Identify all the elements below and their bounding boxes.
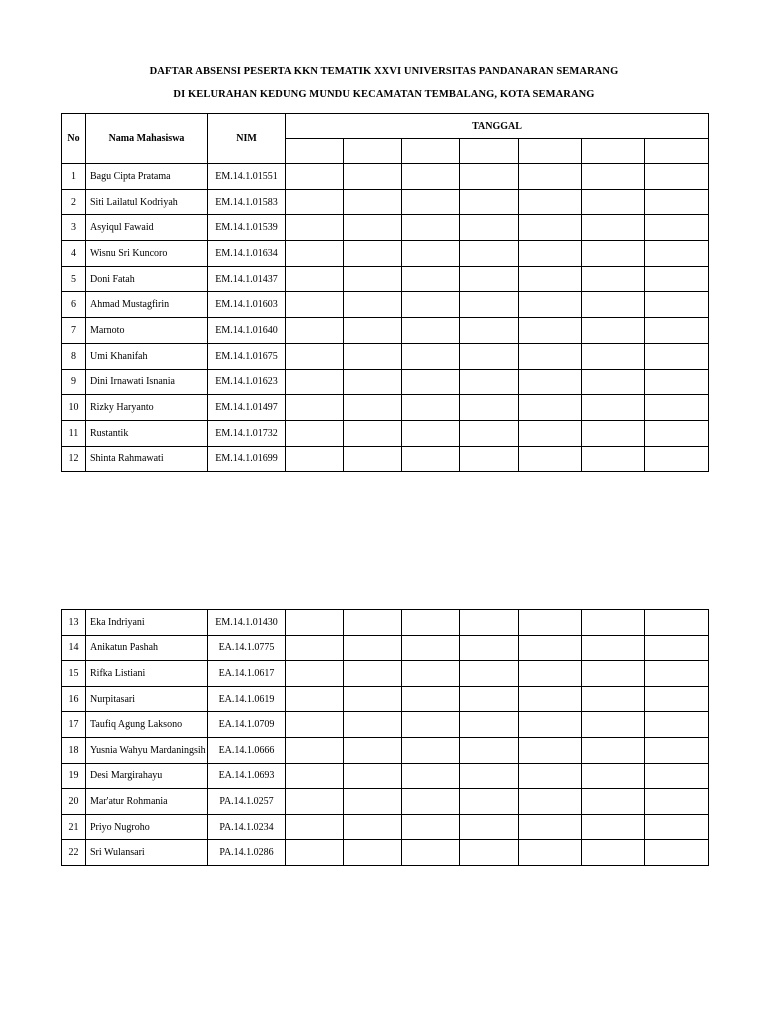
attendance-cell[interactable] <box>402 635 460 661</box>
attendance-cell[interactable] <box>344 712 402 738</box>
student-name: Ahmad Mustagfirin <box>86 292 208 318</box>
attendance-cell[interactable] <box>344 661 402 687</box>
student-name: Taufiq Agung Laksono <box>86 712 208 738</box>
attendance-table-part2 <box>61 609 709 866</box>
student-nim: PA.14.1.0257 <box>208 789 286 815</box>
student-nim: EA.14.1.0693 <box>208 763 286 789</box>
attendance-cell[interactable] <box>645 318 709 344</box>
attendance-cell[interactable] <box>519 189 582 215</box>
table-row <box>62 420 709 446</box>
student-name: Mar'atur Rohmania <box>86 789 208 815</box>
student-nim: EM.14.1.01675 <box>208 343 286 369</box>
date-column-header <box>344 139 402 164</box>
attendance-cell[interactable] <box>519 343 582 369</box>
attendance-cell[interactable] <box>286 369 344 395</box>
document-subtitle: DI KELURAHAN KEDUNG MUNDU KECAMATAN TEMBALANG, KOTA SEMARANG <box>173 89 595 100</box>
attendance-cell[interactable] <box>344 369 402 395</box>
student-nim: EM.14.1.01623 <box>208 369 286 395</box>
attendance-cell[interactable] <box>519 420 582 446</box>
attendance-cell[interactable] <box>460 343 519 369</box>
table-row <box>62 318 709 344</box>
attendance-cell[interactable] <box>402 661 460 687</box>
attendance-cell[interactable] <box>402 610 460 636</box>
row-number: 20 <box>62 789 86 815</box>
attendance-cell[interactable] <box>645 763 709 789</box>
student-nim: PA.14.1.0286 <box>208 840 286 866</box>
table-row <box>62 369 709 395</box>
attendance-cell[interactable] <box>286 737 344 763</box>
attendance-cell[interactable] <box>519 661 582 687</box>
header-no: No <box>62 114 86 164</box>
attendance-cell[interactable] <box>344 343 402 369</box>
attendance-cell[interactable] <box>519 763 582 789</box>
attendance-cell[interactable] <box>402 814 460 840</box>
table-row <box>62 789 709 815</box>
attendance-cell[interactable] <box>344 241 402 267</box>
attendance-cell[interactable] <box>460 215 519 241</box>
attendance-cell[interactable] <box>402 789 460 815</box>
attendance-cell[interactable] <box>519 369 582 395</box>
table-row <box>62 737 709 763</box>
attendance-cell[interactable] <box>460 395 519 421</box>
student-name: Anikatun Pashah <box>86 635 208 661</box>
attendance-cell[interactable] <box>645 712 709 738</box>
attendance-cell[interactable] <box>286 763 344 789</box>
row-number: 10 <box>62 395 86 421</box>
attendance-cell[interactable] <box>286 395 344 421</box>
row-number: 1 <box>62 164 86 190</box>
header-nim: NIM <box>208 114 286 164</box>
student-nim: EA.14.1.0617 <box>208 661 286 687</box>
student-name: Eka Indriyani <box>86 610 208 636</box>
student-name: Doni Fatah <box>86 266 208 292</box>
table-row <box>62 446 709 472</box>
attendance-cell[interactable] <box>519 446 582 472</box>
attendance-cell[interactable] <box>582 789 645 815</box>
attendance-cell[interactable] <box>402 420 460 446</box>
attendance-cell[interactable] <box>344 215 402 241</box>
student-name: Marnoto <box>86 318 208 344</box>
attendance-cell[interactable] <box>286 241 344 267</box>
table-row <box>62 215 709 241</box>
date-column-header <box>286 139 344 164</box>
attendance-cell[interactable] <box>402 292 460 318</box>
student-nim: EM.14.1.01539 <box>208 215 286 241</box>
student-nim: EM.14.1.01603 <box>208 292 286 318</box>
attendance-cell[interactable] <box>645 395 709 421</box>
attendance-cell[interactable] <box>519 840 582 866</box>
row-number: 15 <box>62 661 86 687</box>
attendance-cell[interactable] <box>460 686 519 712</box>
document-title: DAFTAR ABSENSI PESERTA KKN TEMATIK XXVI UNIVERSITAS PANDANARAN SEMARANG <box>149 66 619 77</box>
attendance-cell[interactable] <box>645 814 709 840</box>
table-row <box>62 814 709 840</box>
attendance-table-part1 <box>61 113 709 472</box>
attendance-cell[interactable] <box>344 737 402 763</box>
student-nim: EM.14.1.01497 <box>208 395 286 421</box>
student-name: Siti Lailatul Kodriyah <box>86 189 208 215</box>
attendance-cell[interactable] <box>645 189 709 215</box>
attendance-cell[interactable] <box>519 318 582 344</box>
date-column-header <box>460 139 519 164</box>
attendance-cell[interactable] <box>286 814 344 840</box>
attendance-cell[interactable] <box>645 661 709 687</box>
attendance-cell[interactable] <box>519 789 582 815</box>
attendance-cell[interactable] <box>582 712 645 738</box>
student-nim: EM.14.1.01699 <box>208 446 286 472</box>
student-name: Yusnia Wahyu Mardaningsih <box>86 737 208 763</box>
row-number: 5 <box>62 266 86 292</box>
attendance-cell[interactable] <box>460 661 519 687</box>
attendance-cell[interactable] <box>460 789 519 815</box>
attendance-cell[interactable] <box>460 241 519 267</box>
attendance-cell[interactable] <box>582 369 645 395</box>
row-number: 21 <box>62 814 86 840</box>
attendance-cell[interactable] <box>582 763 645 789</box>
attendance-cell[interactable] <box>582 661 645 687</box>
attendance-cell[interactable] <box>344 446 402 472</box>
attendance-cell[interactable] <box>645 292 709 318</box>
attendance-cell[interactable] <box>344 266 402 292</box>
attendance-cell[interactable] <box>460 610 519 636</box>
attendance-cell[interactable] <box>582 635 645 661</box>
table-row <box>62 343 709 369</box>
attendance-cell[interactable] <box>286 215 344 241</box>
attendance-cell[interactable] <box>519 686 582 712</box>
attendance-cell[interactable] <box>519 712 582 738</box>
attendance-cell[interactable] <box>645 215 709 241</box>
header-nama-mahasiswa: Nama Mahasiswa <box>86 114 208 164</box>
attendance-cell[interactable] <box>286 343 344 369</box>
attendance-cell[interactable] <box>344 395 402 421</box>
attendance-cell[interactable] <box>286 446 344 472</box>
attendance-cell[interactable] <box>460 712 519 738</box>
attendance-cell[interactable] <box>460 420 519 446</box>
attendance-cell[interactable] <box>645 420 709 446</box>
student-nim: EM.14.1.01583 <box>208 189 286 215</box>
student-name: Bagu Cipta Pratama <box>86 164 208 190</box>
row-number: 4 <box>62 241 86 267</box>
student-name: Shinta Rahmawati <box>86 446 208 472</box>
student-nim: EA.14.1.0775 <box>208 635 286 661</box>
attendance-cell[interactable] <box>344 610 402 636</box>
row-number: 22 <box>62 840 86 866</box>
attendance-cell[interactable] <box>402 763 460 789</box>
student-name: Dini Irnawati Isnania <box>86 369 208 395</box>
attendance-cell[interactable] <box>344 318 402 344</box>
attendance-cell[interactable] <box>460 266 519 292</box>
attendance-cell[interactable] <box>582 610 645 636</box>
date-column-header <box>519 139 582 164</box>
attendance-cell[interactable] <box>344 292 402 318</box>
attendance-cell[interactable] <box>645 266 709 292</box>
attendance-cell[interactable] <box>582 737 645 763</box>
attendance-cell[interactable] <box>582 292 645 318</box>
student-name: Nurpitasari <box>86 686 208 712</box>
attendance-cell[interactable] <box>645 789 709 815</box>
attendance-cell[interactable] <box>402 446 460 472</box>
attendance-cell[interactable] <box>519 215 582 241</box>
attendance-cell[interactable] <box>645 343 709 369</box>
row-number: 2 <box>62 189 86 215</box>
attendance-cell[interactable] <box>402 241 460 267</box>
attendance-cell[interactable] <box>645 241 709 267</box>
table-row <box>62 686 709 712</box>
table-row <box>62 241 709 267</box>
row-number: 18 <box>62 737 86 763</box>
row-number: 13 <box>62 610 86 636</box>
student-name: Wisnu Sri Kuncoro <box>86 241 208 267</box>
attendance-cell[interactable] <box>582 266 645 292</box>
row-number: 16 <box>62 686 86 712</box>
attendance-cell[interactable] <box>582 395 645 421</box>
attendance-cell[interactable] <box>519 814 582 840</box>
date-column-header <box>582 139 645 164</box>
attendance-cell[interactable] <box>519 737 582 763</box>
table-row <box>62 661 709 687</box>
student-name: Priyo Nugroho <box>86 814 208 840</box>
student-nim: EM.14.1.01551 <box>208 164 286 190</box>
attendance-cell[interactable] <box>460 840 519 866</box>
row-number: 11 <box>62 420 86 446</box>
attendance-cell[interactable] <box>402 369 460 395</box>
table-row <box>62 164 709 190</box>
student-nim: EM.14.1.01437 <box>208 266 286 292</box>
student-nim: EM.14.1.01732 <box>208 420 286 446</box>
attendance-cell[interactable] <box>582 446 645 472</box>
student-name: Asyiqul Fawaid <box>86 215 208 241</box>
row-number: 12 <box>62 446 86 472</box>
attendance-cell[interactable] <box>286 189 344 215</box>
attendance-cell[interactable] <box>645 164 709 190</box>
row-number: 9 <box>62 369 86 395</box>
attendance-cell[interactable] <box>402 215 460 241</box>
attendance-cell[interactable] <box>582 840 645 866</box>
attendance-cell[interactable] <box>344 420 402 446</box>
attendance-cell[interactable] <box>460 737 519 763</box>
attendance-cell[interactable] <box>286 686 344 712</box>
row-number: 6 <box>62 292 86 318</box>
attendance-cell[interactable] <box>344 189 402 215</box>
table-row <box>62 712 709 738</box>
table-row <box>62 395 709 421</box>
student-name: Rizky Haryanto <box>86 395 208 421</box>
attendance-cell[interactable] <box>402 737 460 763</box>
attendance-cell[interactable] <box>519 241 582 267</box>
student-name: Desi Margirahayu <box>86 763 208 789</box>
student-nim: EA.14.1.0666 <box>208 737 286 763</box>
attendance-cell[interactable] <box>402 318 460 344</box>
attendance-cell[interactable] <box>645 686 709 712</box>
attendance-cell[interactable] <box>519 164 582 190</box>
attendance-cell[interactable] <box>519 395 582 421</box>
student-nim: EA.14.1.0619 <box>208 686 286 712</box>
attendance-cell[interactable] <box>460 318 519 344</box>
row-number: 17 <box>62 712 86 738</box>
header-tanggal: TANGGAL <box>286 114 709 139</box>
attendance-cell[interactable] <box>402 189 460 215</box>
student-nim: EM.14.1.01430 <box>208 610 286 636</box>
attendance-cell[interactable] <box>460 369 519 395</box>
attendance-cell[interactable] <box>582 318 645 344</box>
attendance-cell[interactable] <box>344 840 402 866</box>
attendance-cell[interactable] <box>286 661 344 687</box>
attendance-cell[interactable] <box>519 266 582 292</box>
date-column-header <box>402 139 460 164</box>
student-nim: EA.14.1.0709 <box>208 712 286 738</box>
attendance-cell[interactable] <box>286 318 344 344</box>
attendance-cell[interactable] <box>519 292 582 318</box>
attendance-cell[interactable] <box>645 635 709 661</box>
row-number: 19 <box>62 763 86 789</box>
attendance-cell[interactable] <box>582 164 645 190</box>
attendance-cell[interactable] <box>582 420 645 446</box>
attendance-cell[interactable] <box>286 420 344 446</box>
row-number: 14 <box>62 635 86 661</box>
attendance-cell[interactable] <box>344 635 402 661</box>
attendance-cell[interactable] <box>519 610 582 636</box>
table-row <box>62 610 709 636</box>
attendance-cell[interactable] <box>645 737 709 763</box>
attendance-cell[interactable] <box>286 164 344 190</box>
attendance-cell[interactable] <box>402 266 460 292</box>
attendance-cell[interactable] <box>286 789 344 815</box>
attendance-cell[interactable] <box>645 840 709 866</box>
student-nim: EM.14.1.01640 <box>208 318 286 344</box>
attendance-cell[interactable] <box>582 814 645 840</box>
student-name: Sri Wulansari <box>86 840 208 866</box>
attendance-cell[interactable] <box>582 686 645 712</box>
attendance-cell[interactable] <box>460 814 519 840</box>
attendance-cell[interactable] <box>286 266 344 292</box>
date-column-header <box>645 139 709 164</box>
attendance-cell[interactable] <box>402 395 460 421</box>
attendance-cell[interactable] <box>286 610 344 636</box>
attendance-cell[interactable] <box>645 369 709 395</box>
attendance-cell[interactable] <box>582 343 645 369</box>
student-nim: PA.14.1.0234 <box>208 814 286 840</box>
attendance-cell[interactable] <box>344 763 402 789</box>
attendance-cell[interactable] <box>645 610 709 636</box>
row-number: 7 <box>62 318 86 344</box>
attendance-cell[interactable] <box>402 686 460 712</box>
table-row <box>62 266 709 292</box>
attendance-cell[interactable] <box>286 840 344 866</box>
attendance-cell[interactable] <box>402 164 460 190</box>
attendance-cell[interactable] <box>645 446 709 472</box>
attendance-cell[interactable] <box>344 686 402 712</box>
student-nim: EM.14.1.01634 <box>208 241 286 267</box>
attendance-cell[interactable] <box>460 446 519 472</box>
attendance-cell[interactable] <box>344 164 402 190</box>
student-name: Rustantik <box>86 420 208 446</box>
attendance-cell[interactable] <box>286 712 344 738</box>
table-row <box>62 763 709 789</box>
attendance-cell[interactable] <box>344 789 402 815</box>
attendance-cell[interactable] <box>402 712 460 738</box>
attendance-cell[interactable] <box>402 343 460 369</box>
attendance-cell[interactable] <box>402 840 460 866</box>
attendance-cell[interactable] <box>519 635 582 661</box>
table-row <box>62 635 709 661</box>
attendance-cell[interactable] <box>286 292 344 318</box>
row-number: 3 <box>62 215 86 241</box>
attendance-cell[interactable] <box>460 164 519 190</box>
attendance-cell[interactable] <box>460 292 519 318</box>
attendance-cell[interactable] <box>460 189 519 215</box>
attendance-cell[interactable] <box>460 763 519 789</box>
attendance-cell[interactable] <box>582 241 645 267</box>
row-number: 8 <box>62 343 86 369</box>
table-row <box>62 292 709 318</box>
table-row <box>62 189 709 215</box>
attendance-cell[interactable] <box>286 635 344 661</box>
student-name: Umi Khanifah <box>86 343 208 369</box>
attendance-cell[interactable] <box>344 814 402 840</box>
student-name: Rifka Listiani <box>86 661 208 687</box>
attendance-cell[interactable] <box>582 189 645 215</box>
attendance-cell[interactable] <box>460 635 519 661</box>
attendance-cell[interactable] <box>582 215 645 241</box>
table-row <box>62 840 709 866</box>
